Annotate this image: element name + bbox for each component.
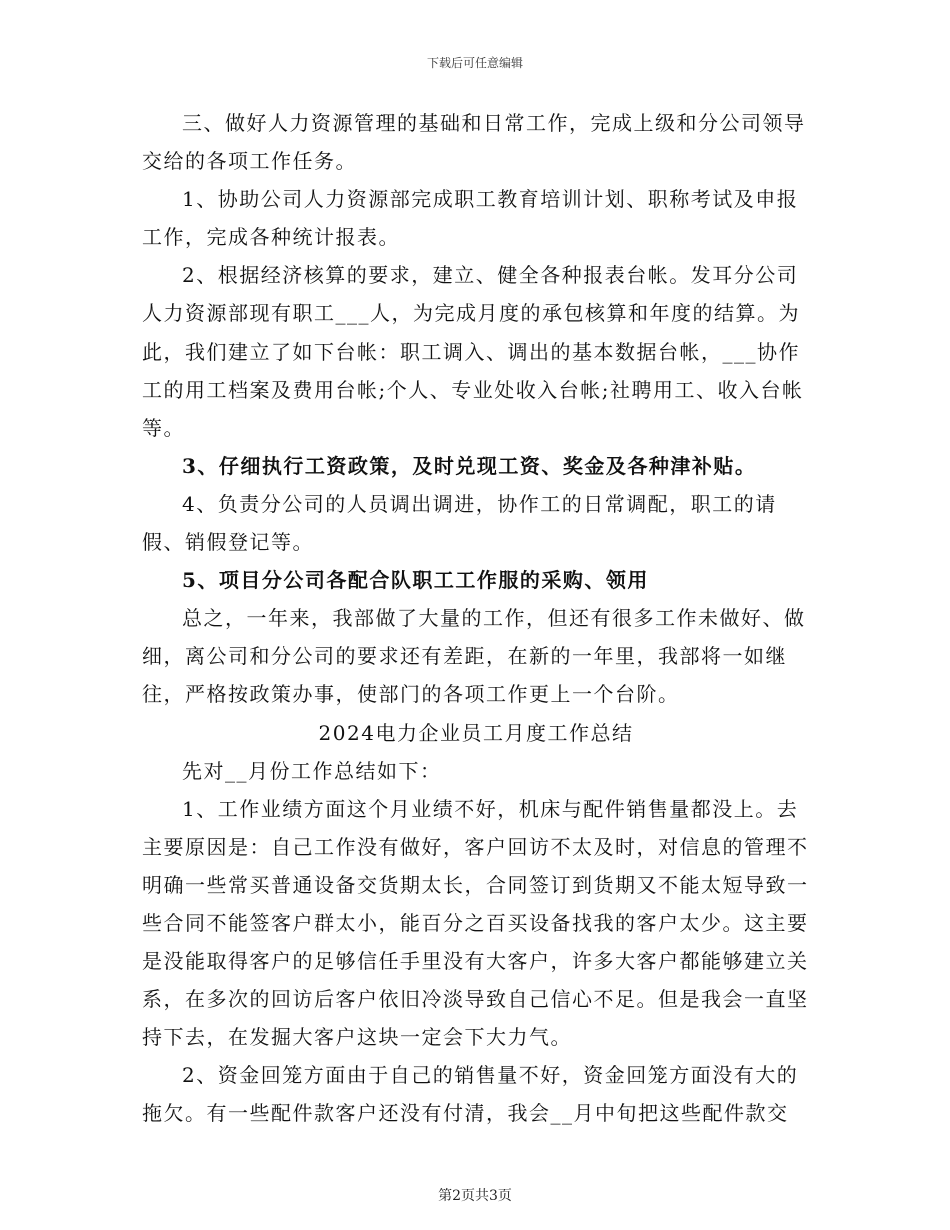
paragraph-funds: 2、资金回笼方面由于自己的销售量不好，资金回笼方面没有大的拖欠。有一些配件款客户还没有付清，我会__月中旬把这些配件款交 (142, 1063, 799, 1126)
paragraph-item-5: 5、项目分公司各配合队职工工作服的采购、领用 (182, 568, 649, 593)
paragraph-performance: 1、工作业绩方面这个月业绩不好，机床与配件销售量都没上。去主要原因是：自己工作没有做好，客户回访不太及时，对信息的管理不明确一些常买普通设备交货期太长，合同签订到货期又不能太短导致一些合同不能签客户群太小，能百分之百买设备找我的客户太少。这主要是没能取得客户的足够信任手里没有大客户，许多大客户都能够建立关系，在多次的回访后客户依旧冷淡导致自己信心不足。但是我会一直坚持下去，在发掘大客户这块一定会下大力气。 (142, 796, 809, 1050)
paragraph-section-three: 三、做好人力资源管理的基础和日常工作，完成上级和分公司领导交给的各项工作任务。 (142, 111, 806, 174)
document-body (142, 104, 810, 1133)
document-title: 2024电力企业员工月度工作总结 (318, 720, 634, 745)
paragraph-item-4: 4、负责分公司的人员调出调进，协作工的日常调配，职工的请假、销假登记等。 (142, 491, 777, 555)
paragraph-item-3: 3、仔细执行工资政策，及时兑现工资、奖金及各种津补贴。 (182, 453, 757, 478)
header-note: 下载后可任意编辑 (426, 56, 523, 70)
paragraph-conclusion: 总之，一年来，我部做了大量的工作，但还有很多工作未做好、做细，离公司和分公司的要求还有差距，在新的一年里，我部将一如继往，严格按政策办事，使部门的各项工作更上一个台阶。 (142, 606, 806, 707)
paragraph-intro: 先对__月份工作总结如下： (182, 758, 442, 783)
paragraph-item-1: 1、协助公司人力资源部完成职工教育培训计划、职称考试及申报工作，完成各种统计报表。 (142, 187, 799, 250)
page-number: 第2页共3页 (438, 1188, 512, 1204)
paragraph-item-2: 2、根据经济核算的要求，建立、健全各种报表台帐。发耳分公司人力资源部现有职工___人，为完成月度的承包核算和年度的结算。为此，我们建立了如下台帐：职工调入、调出的基本数据台帐，___协作工的用工档案及费用台帐;个人、专业处收入台帐;社聘用工、收入台帐等。 (142, 263, 804, 440)
